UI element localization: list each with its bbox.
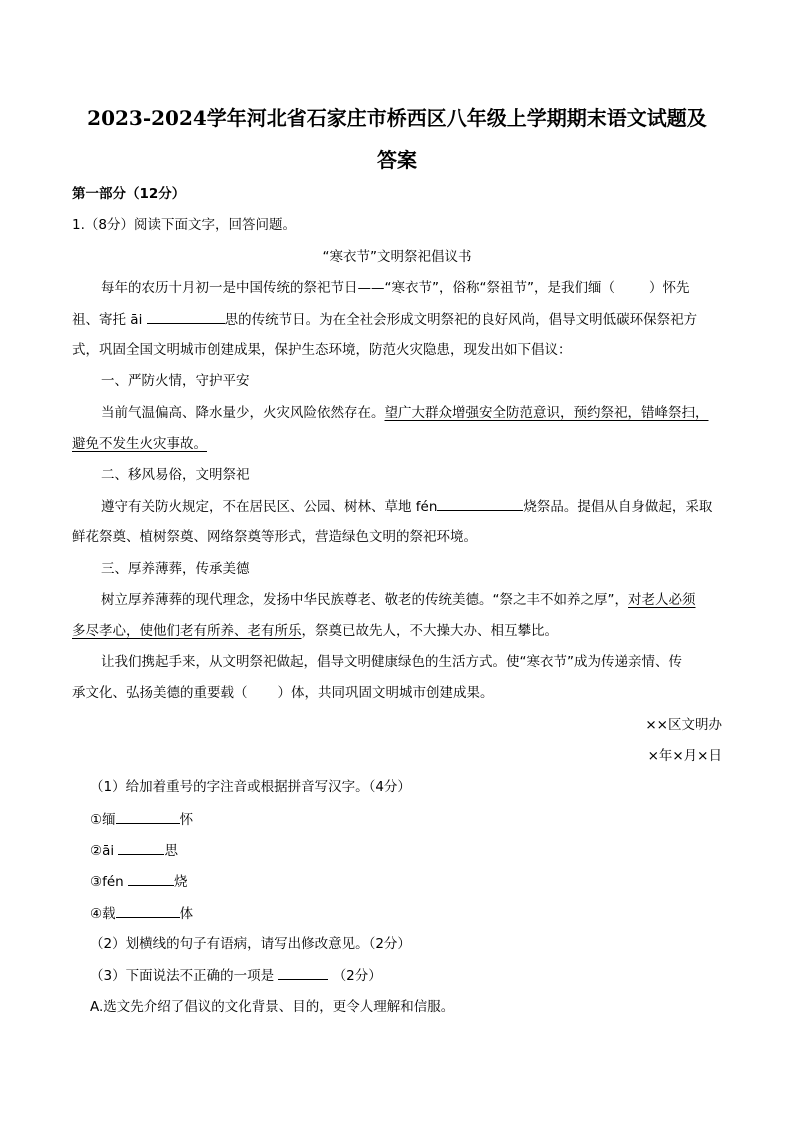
paragraph-4-line-2 (72, 620, 558, 642)
answer-blank (147, 308, 225, 324)
item-label: ①缅 (90, 812, 116, 828)
text-segment: ，祭奠已故先人，不大操大办、相互攀比。 (301, 623, 558, 639)
heading-2: 二、移风易俗，文明祭祀 (101, 467, 250, 483)
text-segment: 遵守有关防火规定，不在居民区、公园、树林、草地 fén (101, 499, 438, 515)
text-segment: 树立厚养薄葬的现代理念，发扬中华民族尊老、敬老的传统美德。“祭之丰不如养之厚”， (101, 592, 628, 608)
paragraph-4-line-1 (101, 589, 696, 611)
underlined-sentence: 避免不发生火灾事故。 (72, 436, 207, 452)
underlined-sentence: 多尽孝心，使他们老有所养、老有所乐 (72, 623, 302, 639)
sub-question-2: （2）划横线的句子有语病，请写出修改意见。（2分） (90, 936, 411, 952)
underlined-sentence: 望广大群众增强安全防范意识，预约祭祀，错峰祭扫， (384, 405, 709, 421)
page-title-line2: 答案 (377, 148, 417, 172)
paragraph-5-line-1: 让我们携起手来，从文明祭祀做起，倡导文明健康绿色的生活方式。使“寒衣节”成为传递亲情、传 (101, 654, 682, 670)
paragraph-3-line-1 (101, 495, 712, 518)
answer-blank (437, 495, 523, 511)
answer-item-1 (90, 808, 193, 831)
paragraph-3-line-2: 鲜花祭奠、植树祭奠、网络祭奠等形式，营造绿色文明的祭祀环境。 (72, 529, 477, 545)
question-1-prompt: 1.（8分）阅读下面文字，回答问题。 (72, 217, 296, 233)
answer-blank[interactable] (116, 808, 180, 824)
item-label: ④载 (90, 906, 116, 922)
item-suffix: 思 (164, 843, 178, 859)
paragraph-2-line-1 (101, 402, 709, 424)
item-suffix: 怀 (179, 812, 194, 828)
text-segment: 烧祭品。提倡从自身做起，采取 (523, 499, 713, 515)
answer-blank[interactable] (118, 839, 164, 855)
text-segment: （3）下面说法不正确的一项是 (90, 968, 275, 984)
answer-blank[interactable] (278, 964, 328, 980)
sub-question-1: （1）给加着重号的字注音或根据拼音写汉字。（4分） (90, 779, 411, 795)
item-label: ③fén (90, 874, 124, 890)
answer-item-4 (90, 902, 193, 925)
paragraph-1-line-2 (72, 308, 697, 331)
paragraph-1-line-1 (101, 277, 689, 299)
date: ×年×月×日 (647, 748, 722, 764)
paragraph-1-line-3: 式，巩固全国文明城市创建成果，保护生态环境，防范火灾隐患，现发出如下倡议： (72, 342, 572, 358)
item-suffix: 体 (179, 906, 194, 922)
text-segment: （2分） (332, 968, 382, 984)
text-segment: 每年的农历十月初一是中国传统的祭祀节日——“寒衣节”，俗称“祭祖节”，是我们缅（ (101, 280, 615, 296)
answer-blank[interactable] (128, 870, 174, 886)
signature: ××区文明办 (645, 717, 722, 733)
paragraph-5-line-2 (72, 682, 494, 704)
answer-item-2 (90, 839, 178, 862)
text-segment: 祖、寄托 āi (72, 312, 143, 328)
answer-blank[interactable] (116, 902, 180, 918)
text-segment: 思的传统节日。为在全社会形成文明祭祀的良好风尚，倡导文明低碳环保祭祀方 (224, 312, 698, 328)
section-heading: 第一部分（12分） (72, 186, 186, 202)
text-segment: ）体，共同巩固文明城市创建成果。 (277, 685, 494, 701)
text-segment: 当前气温偏高、降水量少，火灾风险依然存在。 (101, 405, 385, 421)
answer-item-3 (90, 870, 188, 893)
option-a: A.选文先介绍了倡议的文化背景、目的，更令人理解和信服。 (90, 999, 455, 1015)
paragraph-2-line-2 (72, 433, 207, 455)
text-segment: 承文化、弘扬美德的重要载（ (72, 685, 248, 701)
text-segment: ）怀先 (648, 280, 690, 296)
heading-1: 一、严防火情，守护平安 (101, 373, 250, 389)
proposal-title: “寒衣节”文明祭祀倡议书 (322, 249, 472, 265)
page-title-line1: 2023-2024学年河北省石家庄市桥西区八年级上学期期末语文试题及 (87, 106, 707, 130)
sub-question-3 (90, 964, 382, 987)
heading-3: 三、厚养薄葬，传承美德 (101, 561, 250, 577)
underlined-sentence: 对老人必须 (628, 592, 696, 608)
item-label: ②āi (90, 843, 115, 859)
item-suffix: 烧 (174, 874, 188, 890)
